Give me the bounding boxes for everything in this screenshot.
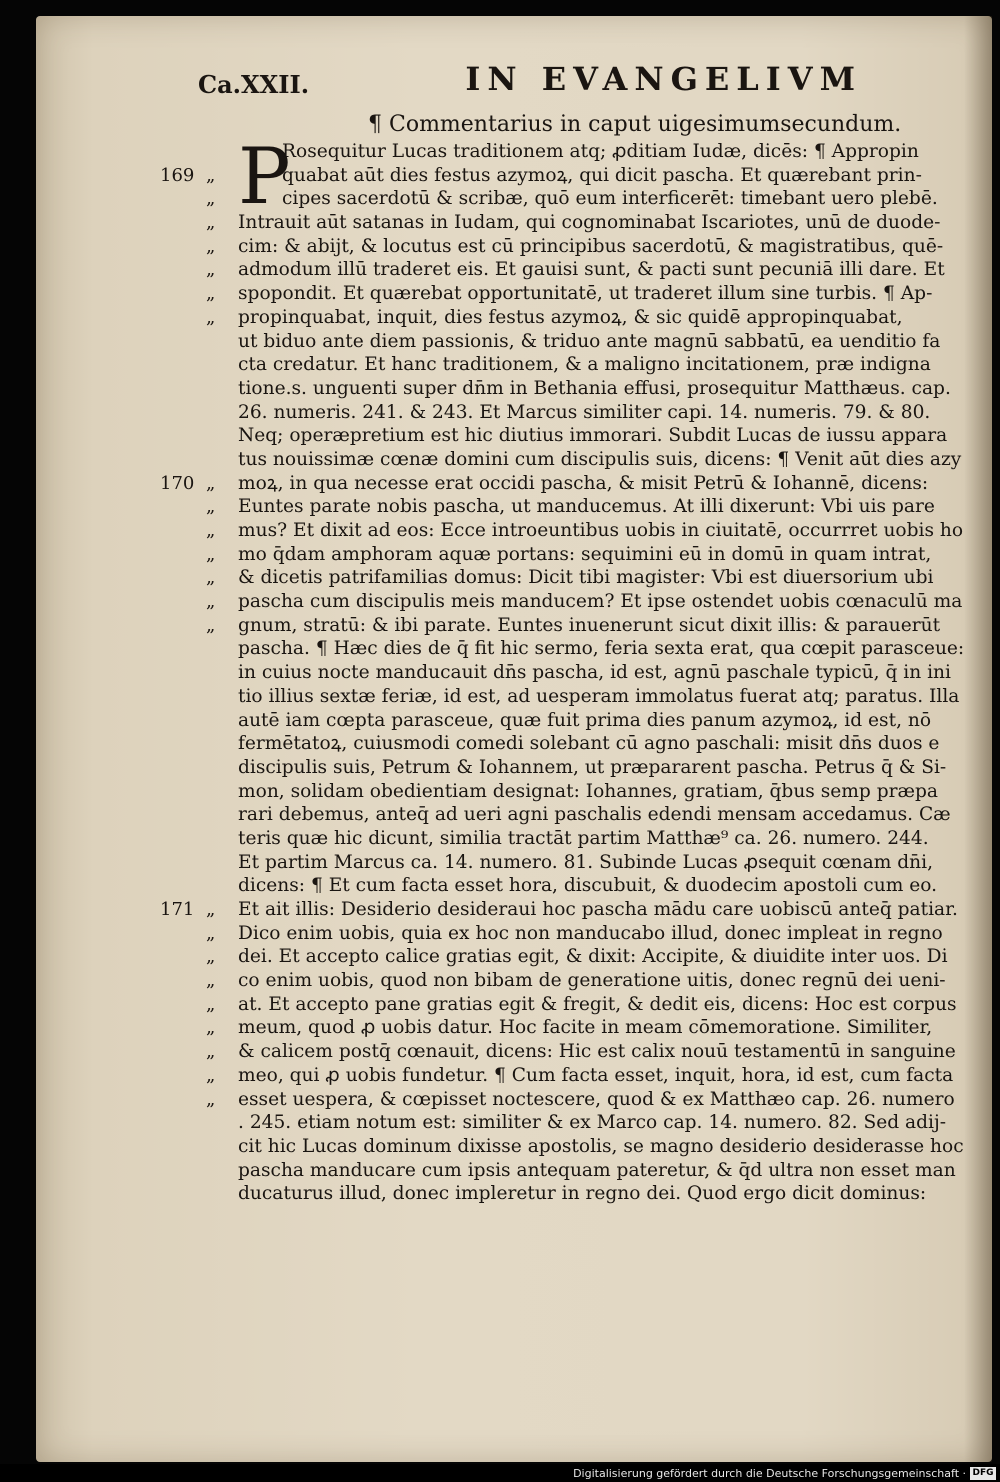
margin-row <box>160 661 236 685</box>
text-line: cipes sacerdotū & scribæ, quō eum interficerēt: timebant uero plebē. <box>282 188 938 210</box>
margin-row <box>160 780 236 804</box>
margin-row <box>160 1111 236 1135</box>
text-line: 26. numeris. 241. & 243. Et Marcus similiter capi. 14. numeris. 79. & 80. <box>238 401 931 423</box>
margin-quote-mark: „ <box>206 496 216 518</box>
margin-quote-mark: „ <box>206 164 216 186</box>
dfg-logo: DFG <box>970 1467 996 1480</box>
margin-quote-mark: „ <box>206 472 216 494</box>
margin-row <box>160 1088 236 1112</box>
text-line: dicens: ¶ Et cum facta esset hora, discubuit, & duodecim apostoli cum eo. <box>238 875 938 897</box>
margin-row <box>160 282 236 306</box>
margin-row <box>160 969 236 993</box>
margin-row <box>160 377 236 401</box>
margin-quote-mark: „ <box>206 591 216 613</box>
digitization-footer <box>0 1464 1000 1482</box>
margin-row <box>160 590 236 614</box>
margin-row <box>160 756 236 780</box>
text-line: rari debemus, anteq̄ ad ueri agni paschalis edendi mensam accedamus. Cæ <box>238 804 951 826</box>
margin-row <box>160 803 236 827</box>
margin-quote-mark: „ <box>206 1017 216 1039</box>
text-line: fermētatoꝝ, cuiusmodi comedi solebant cū agno paschali: misit dn̄s duos e <box>238 733 940 755</box>
margin-row <box>160 827 236 851</box>
margin-quote-mark: „ <box>206 259 216 281</box>
text-line: tus nouissimæ cœnæ domini cum discipulis suis, dicens: ¶ Venit aūt dies azy <box>238 448 962 470</box>
margin-row <box>160 993 236 1017</box>
margin-row <box>160 235 236 259</box>
margin-row <box>160 637 236 661</box>
margin-verse-number: 169 <box>160 164 195 186</box>
margin-row <box>160 401 236 425</box>
text-line: cta credatur. Et hanc traditionem, & a maligno incitationem, præ indigna <box>238 354 931 376</box>
text-line: esset uespera, & cœpisset noctescere, quod & ex Matthæo cap. 26. numero <box>238 1088 955 1110</box>
margin-row <box>160 1064 236 1088</box>
margin-row <box>160 140 236 164</box>
margin-quote-mark: „ <box>206 970 216 992</box>
text-line: mo q̄dam amphoram aquæ portans: sequimini eū in domū in quam intrat, <box>238 543 932 565</box>
margin-row <box>160 566 236 590</box>
margin-row <box>160 353 236 377</box>
margin-row <box>160 1135 236 1159</box>
text-line: Dico enim uobis, quia ex hoc non manducabo illud, donec impleat in regno <box>238 922 943 944</box>
text-line: co enim uobis, quod non bibam de generatione uitis, donec regnū dei ueni- <box>238 970 946 992</box>
margin-verse-number: 170 <box>160 472 195 494</box>
text-line: tio illius sextæ feriæ, id est, ad uesperam immolatus fuerat atq; paratus. Illa <box>238 685 960 707</box>
text-line: Rosequitur Lucas traditionem atq; ꝓditiam Iudæ, dicēs: ¶ Appropin <box>282 141 919 162</box>
margin-row <box>160 614 236 638</box>
margin-verse-number: 171 <box>160 899 195 920</box>
text-line: Et ait illis: Desiderio desideraui hoc pascha mādu care uobiscū anteq̄ patiar. <box>238 899 958 920</box>
margin-row <box>160 448 236 472</box>
text-line: discipulis suis, Petrum & Iohannem, ut præpararent pascha. Petrus q̄ & Si- <box>238 756 947 778</box>
margin-quote-mark: „ <box>206 1088 216 1110</box>
margin-row <box>160 1040 236 1064</box>
text-line: admodum illū traderet eis. Et gauisi sunt, & pacti sunt pecuniā illi dare. Et <box>238 259 945 281</box>
margin-row <box>160 211 236 235</box>
margin-quote-mark: „ <box>206 1041 216 1063</box>
margin-row <box>160 1016 236 1040</box>
text-line: Euntes parate nobis pascha, ut manducemus. At illi dixerunt: Vbi uis pare <box>238 496 935 518</box>
text-line: cim: & abijt, & locutus est cū principibus sacerdotū, & magistratibus, quē- <box>238 235 944 257</box>
text-line: Et partim Marcus ca. 14. numero. 81. Subinde Lucas ꝓsequit cœnam dn̄i, <box>238 851 934 873</box>
margin-row <box>160 519 236 543</box>
text-line: cit hic Lucas dominum dixisse apostolis, se magno desiderio desiderasse hoc <box>238 1135 964 1157</box>
margin-row <box>160 164 236 188</box>
text-line: spopondit. Et quærebat opportunitatē, ut traderet illum sine turbis. ¶ Ap- <box>238 283 933 305</box>
margin-quote-mark: „ <box>206 188 216 210</box>
section-heading: ¶ Commentarius in caput uigesimumsecundum. <box>368 112 902 137</box>
margin-quote-mark: „ <box>206 520 216 541</box>
text-line: pascha manducare cum ipsis antequam pateretur, & q̄d ultra non esset man <box>238 1159 956 1181</box>
page-spine-shadow <box>964 16 992 1462</box>
margin-row <box>160 898 236 922</box>
text-line: meum, quod ꝓ uobis datur. Hoc facite in meam cōmemoratione. Similiter, <box>238 1017 933 1039</box>
margin-quote-mark: „ <box>206 543 216 565</box>
text-line: tione.s. unguenti super dn̄m in Bethania effusi, prosequitur Matthæus. cap. <box>238 377 951 399</box>
text-line: meo, qui ꝓ uobis fundetur. ¶ Cum facta esset, inquit, hora, id est, cum facta <box>238 1064 954 1086</box>
text-line: pascha cum discipulis meis manducem? Et ipse ostendet uobis cœnaculū ma <box>238 591 963 613</box>
text-line: & dicetis patrifamilias domus: Dicit tibi magister: Vbi est diuersorium ubi <box>238 567 934 589</box>
text-line: moꝝ, in qua necesse erat occidi pascha, & misit Petrū & Iohannē, dicens: <box>238 472 929 494</box>
text-line: teris quæ hic dicunt, similia tractāt partim Matthæ⁹ ca. 26. numero. 244. <box>238 827 929 849</box>
margin-row <box>160 1182 236 1206</box>
margin-row <box>160 306 236 330</box>
margin-quote-mark: „ <box>206 899 216 920</box>
text-line: quabat aūt dies festus azymoꝝ, qui dicit pascha. Et quærebant prin- <box>282 164 922 186</box>
margin-quote-mark: „ <box>206 283 216 305</box>
margin-quote-mark: „ <box>206 306 216 328</box>
margin-row <box>160 330 236 354</box>
text-line: mus? Et dixit ad eos: Ecce introeuntibus uobis in ciuitatē, occurrret uobis ho <box>238 520 964 541</box>
margin-row <box>160 874 236 898</box>
margin-row <box>160 187 236 211</box>
text-line: in cuius nocte manducauit dn̄s pascha, id est, agnū paschale typicū, q̄ in ini <box>238 662 951 684</box>
text-line: ducaturus illud, donec impleretur in regno dei. Quod ergo dicit dominus: <box>238 1183 927 1205</box>
chapter-label: Ca.XXII. <box>198 70 310 99</box>
text-line: . 245. etiam notum est: similiter & ex Marco cap. 14. numero. 82. Sed adij- <box>238 1112 947 1134</box>
margin-row <box>160 424 236 448</box>
margin-row <box>160 543 236 567</box>
margin-row <box>160 732 236 756</box>
funding-credit: Digitalisierung gefördert durch die Deutsche Forschungsgemeinschaft · <box>573 1467 966 1480</box>
body-text <box>238 132 964 1206</box>
margin-quote-mark: „ <box>206 922 216 944</box>
text-line: Intrauit aūt satanas in Iudam, qui cognominabat Iscariotes, unū de duode- <box>238 212 941 234</box>
margin-row <box>160 685 236 709</box>
text-line: pascha. ¶ Hæc dies de q̄ fit hic sermo, feria sexta erat, qua cœpit parasceue: <box>238 638 964 660</box>
margin-quote-mark: „ <box>206 946 216 968</box>
margin-annotations <box>160 140 236 1206</box>
margin-quote-mark: „ <box>206 1064 216 1086</box>
text-line: at. Et accepto pane gratias egit & fregit, & dedit eis, dicens: Hoc est corpus <box>238 993 957 1015</box>
margin-quote-mark: „ <box>206 567 216 589</box>
text-line: autē iam cœpta parasceue, quæ fuit prima dies panum azymoꝝ, id est, nō <box>238 709 932 731</box>
text-line: Neq; operæpretium est hic diutius immorari. Subdit Lucas de iussu appara <box>238 425 948 447</box>
margin-quote-mark: „ <box>206 235 216 257</box>
page-header <box>198 58 862 108</box>
margin-quote-mark: „ <box>206 212 216 234</box>
running-title: IN EVANGELIVM <box>465 60 862 98</box>
margin-quote-mark: „ <box>206 993 216 1015</box>
text-line: dei. Et accepto calice gratias egit, & dixit: Accipite, & diuidite inter uos. Di <box>238 946 948 968</box>
text-line: propinquabat, inquit, dies festus azymoꝝ, & sic quidē appropinquabat, <box>238 306 903 328</box>
text-line: mon, solidam obedientiam designat: Iohannes, gratiam, q̄bus semp præpa <box>238 780 938 802</box>
margin-row <box>160 922 236 946</box>
margin-row <box>160 709 236 733</box>
text-line: ut biduo ante diem passionis, & triduo ante magnū sabbatū, ea uenditio fa <box>238 330 941 352</box>
drop-capital: P <box>238 132 291 222</box>
text-line: & calicem postq̄ cœnauit, dicens: Hic est calix nouū testamentū in sanguine <box>238 1041 956 1063</box>
text-line: gnum, stratū: & ibi parate. Euntes inuenerunt sicut dixit illis: & parauerūt <box>238 614 941 636</box>
margin-row <box>160 495 236 519</box>
margin-row <box>160 851 236 875</box>
margin-row <box>160 945 236 969</box>
margin-row <box>160 472 236 496</box>
margin-quote-mark: „ <box>206 614 216 636</box>
margin-row <box>160 258 236 282</box>
margin-row <box>160 1159 236 1183</box>
